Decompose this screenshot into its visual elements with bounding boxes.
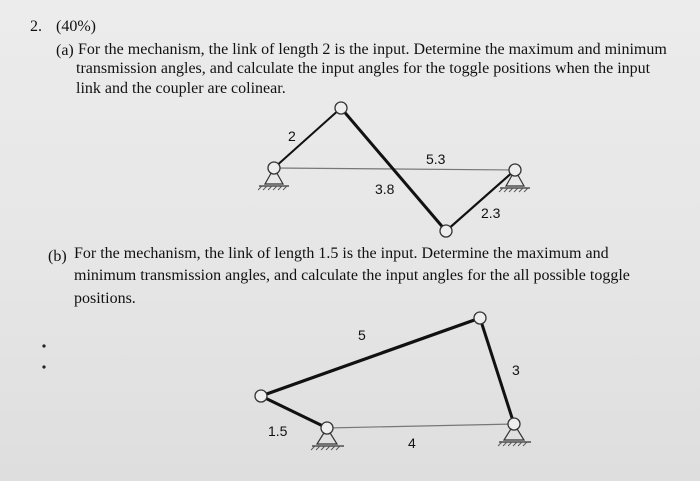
figure-a-label-input: 2 xyxy=(288,128,296,144)
problem-weight: (40%) xyxy=(56,18,96,35)
figure-b-label-coupler: 5 xyxy=(358,327,366,343)
problem-number: 2. xyxy=(30,18,42,35)
figure-a-output-link xyxy=(446,170,515,231)
figure-a-right-ground-pivot xyxy=(499,164,530,192)
part-b-line3: positions. xyxy=(74,290,136,307)
figure-a-left-ground-pivot xyxy=(258,162,289,190)
figure-b-left-ground-pivot xyxy=(311,422,344,450)
figure-a-label-output: 2.3 xyxy=(481,205,501,221)
figure-b-label-output: 3 xyxy=(512,362,520,378)
figure-b-ground-link xyxy=(327,424,514,428)
figure-a-label-ground: 3.8 xyxy=(375,181,395,197)
margin-dot xyxy=(42,365,45,368)
part-a-line2: transmission angles, and calculate the input angles for the toggle positions when the input xyxy=(76,60,651,77)
figure-a-joint-bottom xyxy=(440,225,452,237)
part-a-label: (a) xyxy=(56,42,74,59)
figure-b-right-ground-pivot xyxy=(498,418,531,446)
figure-a-input-link xyxy=(274,108,341,168)
figure-a-joint-top xyxy=(335,102,347,114)
part-b-line1: For the mechanism, the link of length 1.5 is the input. Determine the maximum and xyxy=(74,245,609,262)
figure-b-mechanism xyxy=(255,312,531,450)
figure-b-joint-top xyxy=(474,312,486,324)
figure-b-joint-left xyxy=(255,390,267,402)
figure-b-label-ground: 4 xyxy=(408,435,416,451)
part-a-line3: link and the coupler are colinear. xyxy=(76,80,286,97)
part-b-label: (b) xyxy=(48,248,67,265)
part-a-line1: For the mechanism, the link of length 2 is the input. Determine the maximum and minimum xyxy=(78,41,667,58)
figure-b-output-link xyxy=(480,318,514,424)
part-b-line2: minimum transmission angles, and calculate the input angles for the all possible toggle xyxy=(74,267,630,284)
figure-b-coupler-link xyxy=(261,318,480,396)
figure-b-label-input: 1.5 xyxy=(268,423,288,439)
margin-dot xyxy=(42,344,45,347)
figure-a-label-coupler: 5.3 xyxy=(426,151,446,167)
